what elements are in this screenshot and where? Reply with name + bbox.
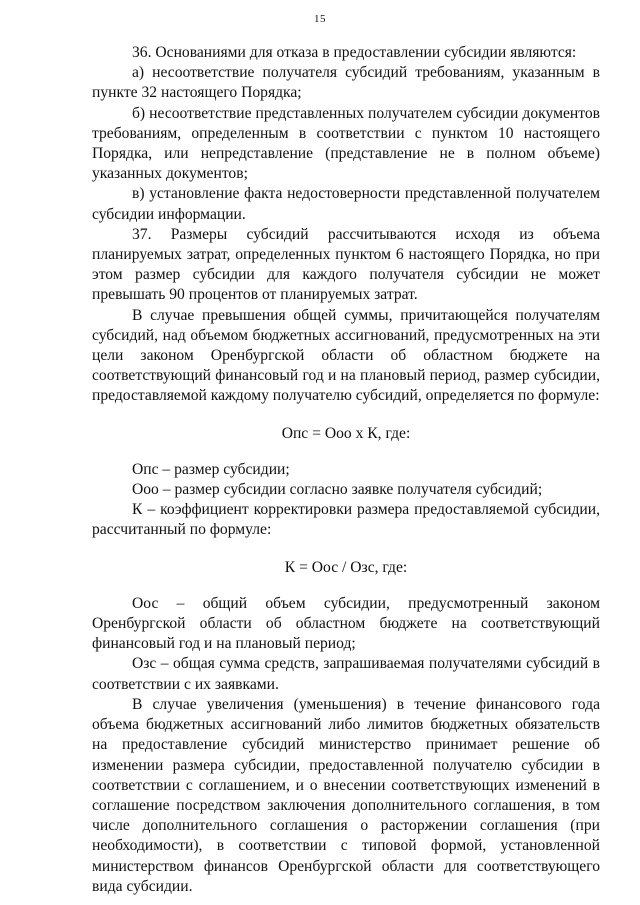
definition-k: К – коэффициент корректировки размера предоставляемой субсидии, рассчитанный по формуле: — [92, 501, 600, 539]
paragraph-excess-case: В случае превышения общей суммы, причитающейся получателям субсидий, над объемом бюджетных ассигнований, предусмотренных на эти цели законом Оренбургской области об областном бюджете на соответствующий финансовый год и на плановый период, размер субсидии, предоставляемой каждому получателю субсидий, определяется по формуле: — [92, 306, 600, 405]
paragraph-36-item-v: в) установление факта недостоверности представленной получателем субсидии информации. — [92, 185, 600, 223]
paragraph-36-item-a: а) несоответствие получателя субсидий требованиям, указанным в пункте 32 настоящего Порядка; — [92, 64, 600, 102]
definition-ozs: Озс – общая сумма средств, запрашиваемая получателями субсидий в соответствии с их заявками. — [92, 655, 600, 693]
formula-ops: Опс = Ооо х К, где: — [281, 424, 411, 442]
paragraph-37: 37. Размеры субсидий рассчитываются исходя из объема планируемых затрат, определенных пунктом 6 настоящего Порядка, но при этом размер субсидии для каждого получателя субсидии не может превышать 90 процентов от планируемых затрат. — [92, 225, 600, 304]
definition-ops: Опс – размер субсидии; — [132, 460, 290, 478]
definition-oos: Оос – общий объем субсидии, предусмотренный законом Оренбургской области об областном бюджете на соответствующий финансовый год и на плановый период; — [92, 594, 600, 653]
definition-ooo: Ооо – размер субсидии согласно заявке получателя субсидий; — [132, 481, 543, 499]
document-body — [92, 43, 600, 897]
paragraph-36-item-b: б) несоответствие представленных получателем субсидии документов требованиям, определенным в соответствии с пунктом 10 настоящего Порядка, или непредставление (представление не в полном объеме) указанных документов; — [92, 104, 600, 183]
page-number: 15 — [314, 13, 326, 25]
paragraph-budget-change: В случае увеличения (уменьшения) в течение финансового года объема бюджетных ассигнований либо лимитов бюджетных обязательств на предоставление субсидий министерство принимает решение об изменении размера субсидии, предоставленной получателю субсидии в соответствии с соглашением, и о внесении соответствующих изменений в соглашение посредством заключения дополнительного соглашения, в том числе дополнительного соглашения о расторжении соглашения (при необходимости), в соответствии с типовой формой, установленной министерством финансов Оренбургской области для соответствующего вида субсидии. — [92, 695, 600, 895]
paragraph-36-intro: 36. Основаниями для отказа в предоставлении субсидии являются: — [132, 44, 577, 61]
formula-k: К = Оос / Озс, где: — [284, 558, 408, 576]
